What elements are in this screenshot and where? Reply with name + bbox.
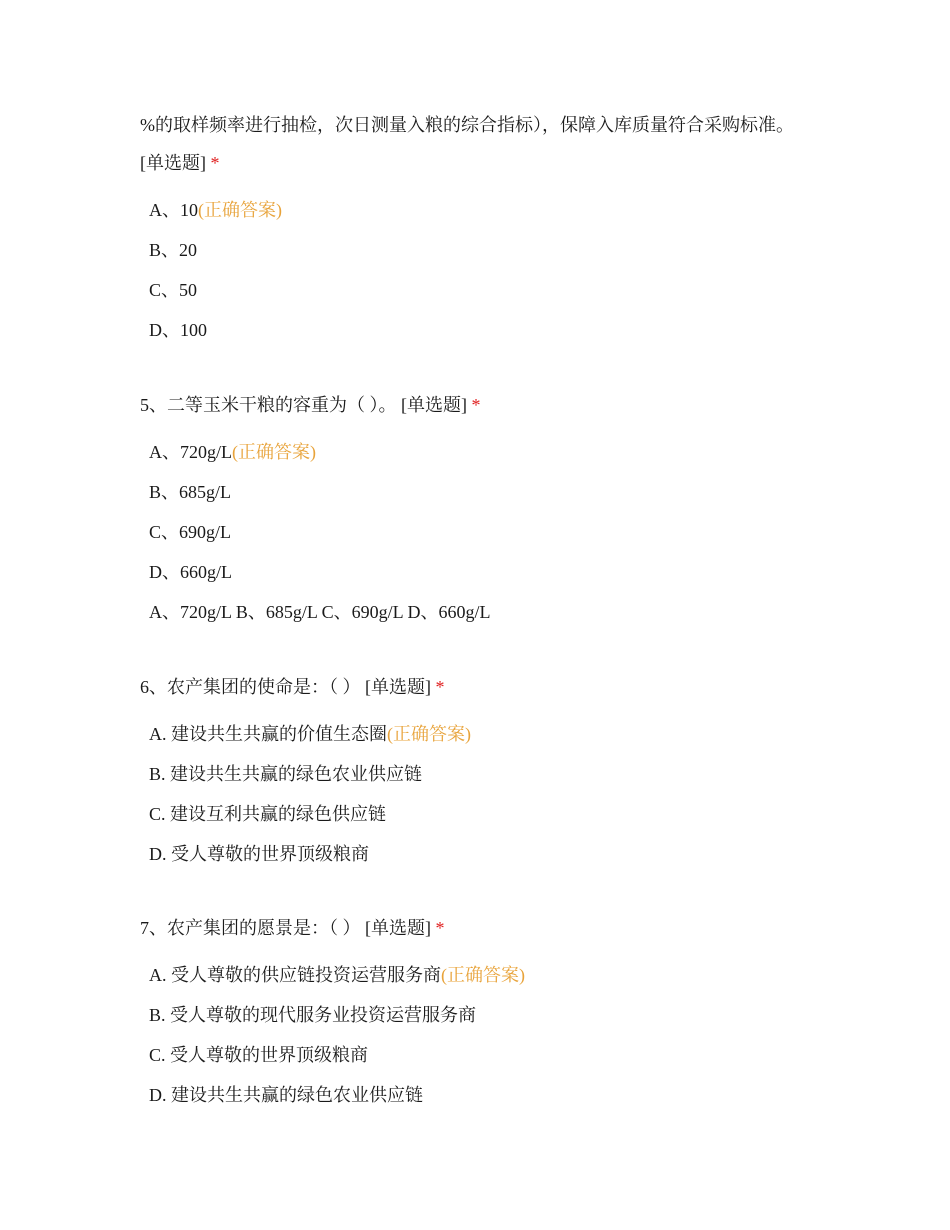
option-label: D、100 <box>149 320 207 340</box>
option-label: B、20 <box>149 240 198 260</box>
option-label: C、690g/L <box>149 522 232 542</box>
correct-answer-badge: (正确答案) <box>441 965 525 985</box>
question-stem: %的取样频率进行抽检，次日测量入粮的综合指标），保障入库质量符合采购标准。 <box>140 115 794 135</box>
option-c <box>140 1035 820 1075</box>
option-label: D、660g/L <box>149 562 232 582</box>
option-a <box>140 432 820 472</box>
option-c <box>140 512 820 552</box>
question-5 <box>140 386 820 632</box>
option-d <box>140 1075 820 1115</box>
option-list <box>140 955 820 1115</box>
question-stem: 7、农产集团的愿景是：（ ） <box>140 918 361 938</box>
correct-answer-badge: (正确答案) <box>232 442 316 462</box>
option-label: C. 受人尊敬的世界顶级粮商 <box>149 1045 369 1065</box>
option-label: A. 建设共生共赢的价值生态圈 <box>149 724 387 744</box>
question-type-tag: [单选题] <box>365 677 431 697</box>
option-a <box>140 190 820 230</box>
correct-answer-badge: (正确答案) <box>387 724 471 744</box>
option-c <box>140 270 820 310</box>
option-label: C. 建设互利共赢的绿色供应链 <box>149 804 387 824</box>
option-b <box>140 995 820 1035</box>
question-type-tag: [单选题] <box>140 153 206 173</box>
required-mark: * <box>210 153 220 173</box>
required-mark: * <box>435 677 445 697</box>
question-text <box>140 386 820 424</box>
option-a <box>140 714 820 754</box>
question-4 <box>140 106 820 350</box>
option-d <box>140 310 820 350</box>
option-b <box>140 754 820 794</box>
question-type-tag: [单选题] <box>365 918 431 938</box>
option-label: D. 建设共生共赢的绿色农业供应链 <box>149 1085 423 1105</box>
required-mark: * <box>471 395 481 415</box>
question-text <box>140 106 820 182</box>
option-label: C、50 <box>149 280 198 300</box>
option-label: A、720g/L <box>149 442 232 462</box>
option-b <box>140 472 820 512</box>
option-combined <box>140 592 820 632</box>
question-6 <box>140 668 820 874</box>
option-a <box>140 955 820 995</box>
option-c <box>140 794 820 834</box>
option-label: B. 受人尊敬的现代服务业投资运营服务商 <box>149 1005 477 1025</box>
question-7 <box>140 909 820 1115</box>
required-mark: * <box>435 918 445 938</box>
option-label: D. 受人尊敬的世界顶级粮商 <box>149 844 369 864</box>
option-d <box>140 834 820 874</box>
option-list <box>140 190 820 350</box>
option-label: A、10 <box>149 200 198 220</box>
question-text <box>140 909 820 947</box>
option-d <box>140 552 820 592</box>
option-b <box>140 230 820 270</box>
question-stem: 5、二等玉米干粮的容重为（ ）。 <box>140 395 397 415</box>
option-list <box>140 714 820 874</box>
question-text <box>140 668 820 706</box>
question-stem: 6、农产集团的使命是：（ ） <box>140 677 361 697</box>
option-label: B. 建设共生共赢的绿色农业供应链 <box>149 764 423 784</box>
correct-answer-badge: (正确答案) <box>198 200 282 220</box>
option-list <box>140 432 820 632</box>
option-label: A. 受人尊敬的供应链投资运营服务商 <box>149 965 441 985</box>
question-type-tag: [单选题] <box>401 395 467 415</box>
option-label: B、685g/L <box>149 482 232 502</box>
option-label: A、720g/L B、685g/L C、690g/L D、660g/L <box>149 602 491 622</box>
